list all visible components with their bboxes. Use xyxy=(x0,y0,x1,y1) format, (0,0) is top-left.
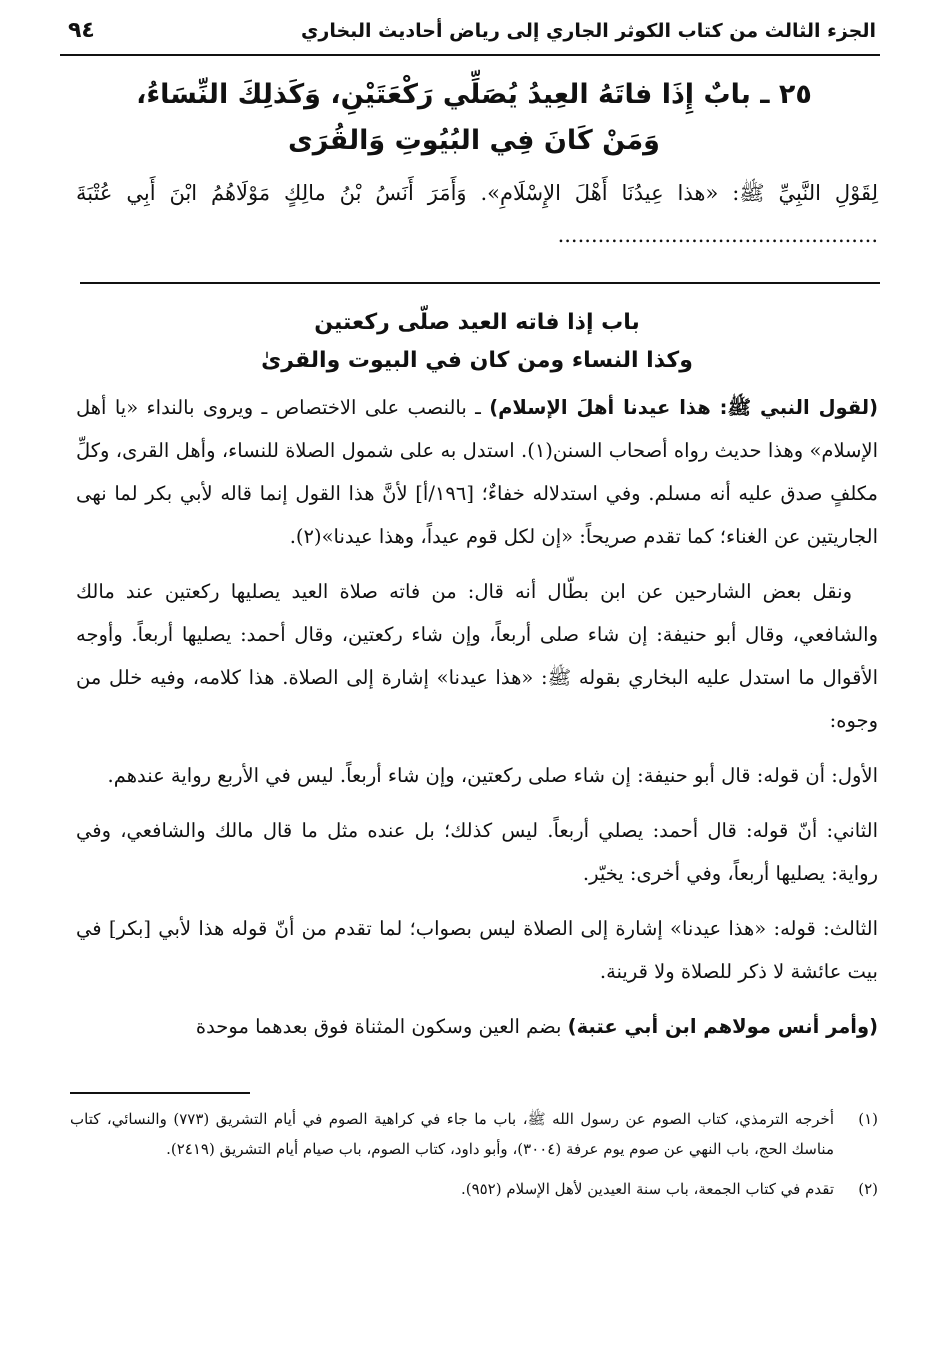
paragraph-1 xyxy=(76,386,878,558)
page-number: ٩٤ xyxy=(68,18,95,43)
section-heading-line-2: وكذا النساء ومن كان في البيوت والقرىٰ xyxy=(261,348,693,373)
footnotes xyxy=(70,1104,878,1214)
section-heading xyxy=(80,304,874,380)
paragraph-5: الثالث: قوله: «هذا عيدنا» إشارة إلى الصلاة ليس بصواب؛ لما تقدم من أنّ قوله هذا لأبي [بكر] في بيت عائشة لا ذكر للصلاة ولا قرينة. xyxy=(76,917,878,983)
divider-rule xyxy=(80,282,880,284)
paragraph-3: الأول: أن قوله: قال أبو حنيفة: إن شاء صلى ركعتين، وإن شاء أربعاً. ليس في الأربع رواية عندهم. xyxy=(107,764,878,787)
chapter-heading xyxy=(70,72,878,164)
header-title: الجزء الثالث من كتاب الكوثر الجاري إلى رياض أحاديث البخاري xyxy=(300,20,876,42)
footnote-1-number: (١) xyxy=(858,1110,878,1128)
chapter-heading-line-1: ٢٥ ـ بابٌ إِذَا فاتَهُ العِيدُ يُصَلِّي رَكْعَتَيْنِ، وَكَذلِكَ النِّسَاءُ، xyxy=(136,79,812,110)
paragraph-1-text: ـ بالنصب على الاختصاص ـ ويروى بالنداء «يا أهل الإسلام» وهذا حديث رواه أصحاب السنن(١). استدل به على شمول الصلاة للنساء، وأهل القرى، وكلِّ مكلفٍ صدق عليه أنه مسلم. وفي استدلاله خفاءٌ؛ [١٩٦/أ] لأنَّ هذا القول إنما قاله لأبي بكر لما نهى الجاريتين عن الغناء؛ كما تقدم صريحاً: «إن لكل قوم عيداً، وهذا عيدنا»(٢). xyxy=(76,396,878,548)
paragraph-6 xyxy=(76,1005,878,1048)
running-header xyxy=(60,14,880,56)
footnote-2-text: تقدم في كتاب الجمعة، باب سنة العيدين لأهل الإسلام (٩٥٢). xyxy=(460,1180,834,1198)
footnote-1-text: أخرجه الترمذي، كتاب الصوم عن رسول الله ﷺ، باب ما جاء في كراهية الصوم في أيام التشريق (٧٧٣) والنسائي، كتاب مناسك الحج، باب النهي عن صوم يوم عرفة (٣٠٠٤)، وأبو داود، كتاب الصوم، باب صيام أيام التشريق (٢٤١٩). xyxy=(70,1110,834,1158)
footnote-1 xyxy=(70,1104,878,1164)
footnote-rule xyxy=(70,1092,250,1094)
quoted-text-1: (لقول النبي ﷺ: هذا عيدنا أهلَ الإسلام) xyxy=(489,396,878,419)
commentary-body xyxy=(76,386,878,1060)
paragraph-4: الثاني: أنّ قوله: قال أحمد: يصلي أربعاً. ليس كذلك؛ بل عنده مثل ما قال مالك والشافعي، وفي رواية: يصليها أربعاً، وفي أخرى: يخيّر. xyxy=(76,819,878,885)
quoted-text-2: (وأمر أنس مولاهم ابن أبي عتبة) xyxy=(567,1015,878,1038)
paragraph-6-text: بضم العين وسكون المثناة فوق بعدهما موحدة xyxy=(195,1015,568,1038)
chapter-heading-line-2: وَمَنْ كَانَ فِي البُيُوتِ وَالقُرَى xyxy=(288,125,660,156)
chapter-intro-text: لِقَوْلِ النَّبِيِّ ﷺ: «هذا عِيدُنَا أَهْلَ الإِسْلَامِ». وَأَمَرَ أَنَسُ بْنُ مالِكٍ مَوْلَاهُمُ ابْنَ أَبِي عُتْبَةَ ................................................ xyxy=(76,181,878,247)
paragraph-2: ونقل بعض الشارحين عن ابن بطّال أنه قال: من فاته صلاة العيد يصليها ركعتين عند مالك والشافعي، وقال أبو حنيفة: إن شاء صلى أربعاً، وإن شاء ركعتين، وقال أحمد: يصليها أربعاً. وأوجه الأقوال ما استدل عليه البخاري بقوله ﷺ: «هذا عيدنا» إشارة إلى الصلاة. هذا كلامه، وفيه خلل من وجوه: xyxy=(76,580,878,732)
section-heading-line-1: باب إذا فاته العيد صلّى ركعتين xyxy=(314,310,640,335)
footnote-2-number: (٢) xyxy=(858,1180,878,1198)
footnote-2 xyxy=(70,1174,878,1204)
